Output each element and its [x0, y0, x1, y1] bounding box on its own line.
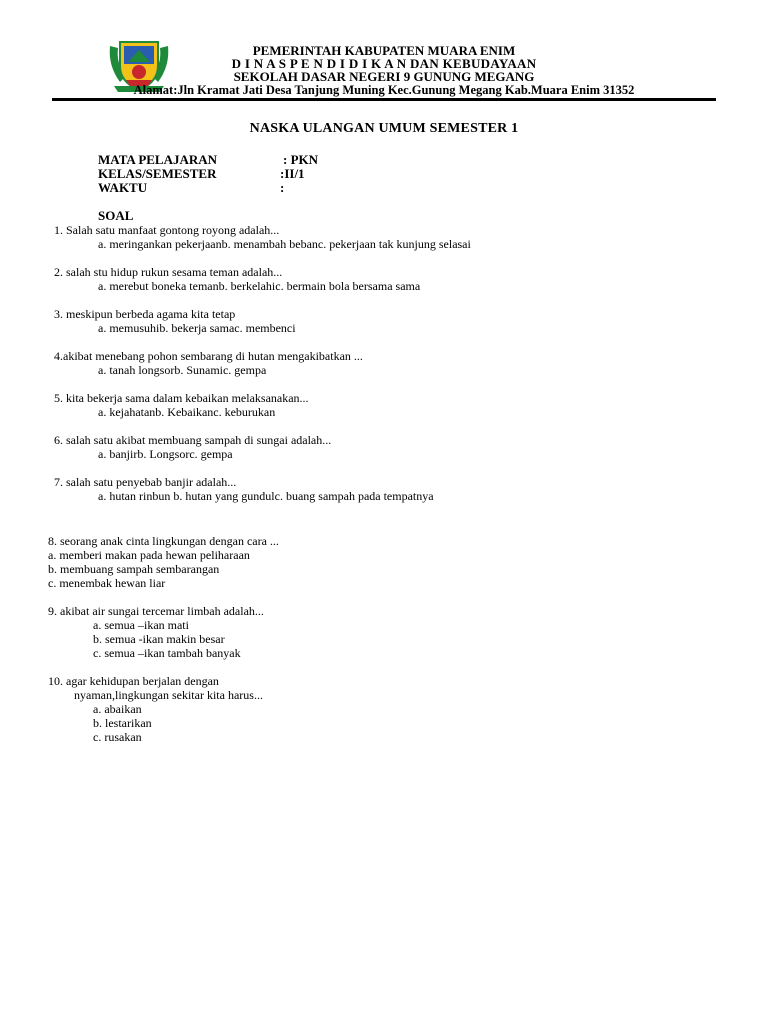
time-value: : [280, 180, 285, 195]
question-7: 7. salah satu penyebab banjir adalah... [54, 475, 237, 489]
question-8-option-b: b. membuang sampah sembarangan [48, 562, 220, 576]
soal-heading: SOAL [98, 208, 134, 223]
subject-value: : PKN [283, 152, 319, 167]
question-8: 8. seorang anak cinta lingkungan dengan cara ... [48, 534, 279, 548]
question-2: 2. salah stu hidup rukun sesama teman adalah... [54, 265, 283, 279]
question-10: 10. agar kehidupan berjalan dengan [48, 674, 219, 688]
question-4-options: a. tanah longsorb. Sunamic. gempa [98, 363, 267, 377]
question-10-continued: nyaman,lingkungan sekitar kita harus... [74, 688, 263, 702]
question-7-options: a. hutan rinbun b. hutan yang gundulc. buang sampah pada tempatnya [98, 489, 434, 503]
question-1-options: a. meringankan pekerjaanb. menambah bebanc. pekerjaan tak kunjung selasai [98, 237, 471, 251]
question-4: 4.akibat menebang pohon sembarang di hutan mengakibatkan ... [54, 349, 363, 363]
question-8-option-a: a. memberi makan pada hewan peliharaan [48, 548, 250, 562]
question-10-option-a: a. abaikan [93, 702, 142, 716]
exam-title: NASKA ULANGAN UMUM SEMESTER 1 [249, 121, 519, 136]
class-semester-value: :II/1 [280, 166, 305, 181]
class-semester-label: KELAS/SEMESTER [98, 166, 217, 181]
question-9-option-b: b. semua -ikan makin besar [93, 632, 225, 646]
question-9: 9. akibat air sungai tercemar limbah adalah... [48, 604, 264, 618]
header-government-line: PEMERINTAH KABUPATEN MUARA ENIM [252, 43, 516, 58]
question-8-option-c: c. menembak hewan liar [48, 576, 166, 590]
question-10-option-b: b. lestarikan [93, 716, 152, 730]
question-6: 6. salah satu akibat membuang sampah di sungai adalah... [54, 433, 332, 447]
question-9-option-c: c. semua –ikan tambah banyak [93, 646, 241, 660]
question-5: 5. kita bekerja sama dalam kebaikan melaksanakan... [54, 391, 309, 405]
question-10-option-c: c. rusakan [93, 730, 142, 744]
question-9-option-a: a. semua –ikan mati [93, 618, 189, 632]
question-3: 3. meskipun berbeda agama kita tetap [54, 307, 236, 321]
question-1: 1. Salah satu manfaat gontong royong adalah... [54, 223, 280, 237]
header-divider [52, 98, 716, 101]
question-5-options: a. kejahatanb. Kebaikanc. keburukan [98, 405, 276, 419]
time-label: WAKTU [98, 180, 148, 195]
header-department-line: D I N A S P E N D I D I K A N DAN KEBUDAYAAN [231, 56, 537, 71]
subject-label: MATA PELAJARAN [98, 152, 218, 167]
header-address-line: Alamat:Jln Kramat Jati Desa Tanjung Muning Kec.Gunung Megang Kab.Muara Enim 31352 [133, 83, 635, 97]
question-3-options: a. memusuhib. bekerja samac. membenci [98, 321, 296, 335]
header-school-line: SEKOLAH DASAR NEGERI 9 GUNUNG MEGANG [233, 69, 535, 84]
question-6-options: a. banjirb. Longsorc. gempa [98, 447, 233, 461]
question-2-options: a. merebut boneka temanb. berkelahic. bermain bola bersama sama [98, 279, 421, 293]
